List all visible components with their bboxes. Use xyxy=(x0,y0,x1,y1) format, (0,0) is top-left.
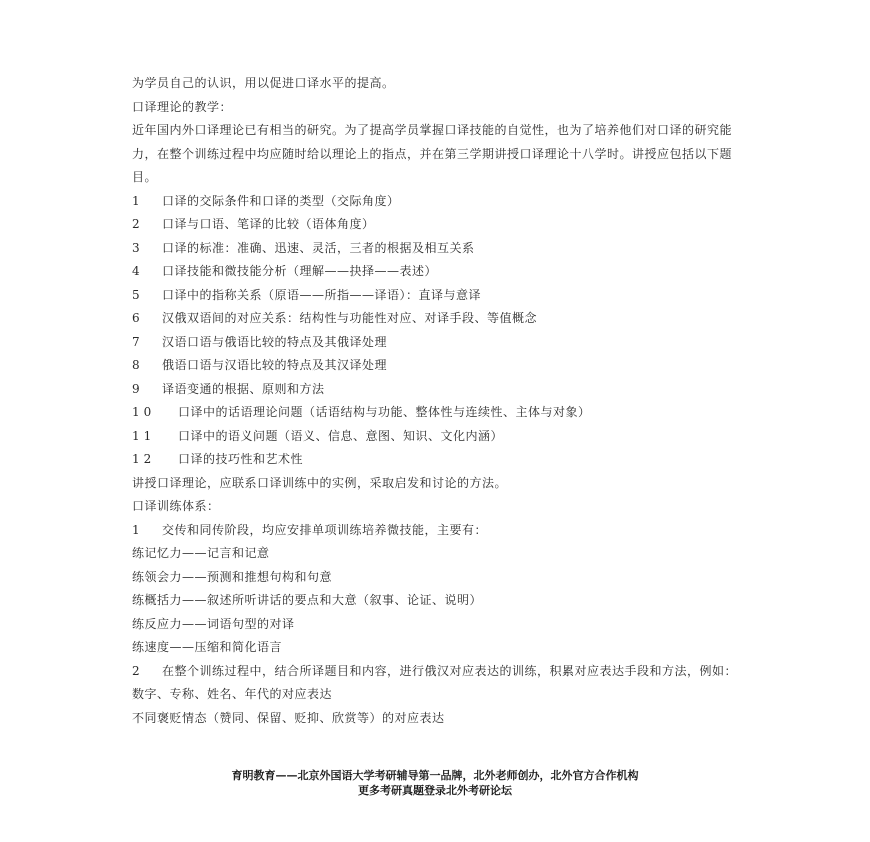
topic-item xyxy=(132,331,752,355)
topic-item xyxy=(132,307,752,331)
topic-number: 7 xyxy=(132,334,141,349)
topic-number: 3 xyxy=(132,240,141,255)
topic-text: 口译中的话语理论问题（话语结构与功能、整体性与连续性、主体与对象） xyxy=(178,405,591,419)
theory-paragraph: 近年国内外口译理论已有相当的研究。为了提高学员掌握口译技能的自觉性，也为了培养他们对口译的研究能力，在整个训练过程中均应随时给以理论上的指点，并在第三学期讲授口译理论十八学时。讲授应包括以下题目。 xyxy=(132,123,733,184)
skill-item: 练速度——压缩和简化语言 xyxy=(132,640,283,654)
topic-item xyxy=(132,237,752,261)
theory-method-text: 讲授口译理论，应联系口译训练中的实例，采取启发和讨论的方法。 xyxy=(132,475,508,490)
example-item: 数字、专称、姓名、年代的对应表达 xyxy=(132,687,333,701)
topic-item xyxy=(132,260,752,284)
example-item: 不同褒贬情态（赞同、保留、贬抑、欣赏等）的对应表达 xyxy=(132,710,445,725)
skill-item: 练领会力——预测和推想句构和句意 xyxy=(132,569,333,584)
theory-section-heading: 口译理论的教学： xyxy=(132,99,233,114)
topic-number: 2 xyxy=(132,217,141,231)
training-item-1 xyxy=(132,519,752,543)
topics-list xyxy=(132,190,752,472)
topic-number: 8 xyxy=(132,358,141,372)
training-item-2 xyxy=(132,660,752,684)
topic-item xyxy=(132,401,752,425)
topic-item xyxy=(132,378,752,402)
topic-number: 5 xyxy=(132,287,141,302)
topic-item xyxy=(132,354,752,378)
topic-text: 口译中的语义问题（语义、信息、意图、知识、文化内涵） xyxy=(178,428,504,443)
topic-item xyxy=(132,284,752,308)
topic-item xyxy=(132,190,752,214)
topic-text: 口译的交际条件和口译的类型（交际角度） xyxy=(162,193,400,208)
footer-line-2: 更多考研真题登录北外考研论坛 xyxy=(358,784,512,797)
topic-number: 4 xyxy=(132,264,141,278)
topic-text: 口译中的指称关系（原语——所指——译语）：直译与意译 xyxy=(162,287,482,302)
topic-text: 口译与口语、笔译的比较（语体角度） xyxy=(162,217,375,231)
training-section-heading: 口译训练体系： xyxy=(132,499,220,513)
training-item-2-block xyxy=(132,660,737,684)
topic-number: 9 xyxy=(132,381,141,396)
topic-item xyxy=(132,425,752,449)
training-item-2-number: 2 xyxy=(132,663,141,678)
intro-tail-text: 为学员自己的认识，用以促进口译水平的提高。 xyxy=(132,76,395,90)
training-item-2-text: 在整个训练过程中，结合所译题目和内容，进行俄汉对应表达的训练，积累对应表达手段和方法，例如： xyxy=(162,663,738,678)
topic-text: 口译的标准：准确、迅速、灵活，三者的根据及相互关系 xyxy=(162,240,475,255)
topic-number: 12 xyxy=(132,452,156,466)
footer-line-1: 育明教育——北京外国语大学考研辅导第一品牌，北外老师创办，北外官方合作机构 xyxy=(231,769,639,782)
topic-text: 译语变通的根据、原则和方法 xyxy=(162,381,325,396)
document-body xyxy=(132,72,752,730)
examples-list xyxy=(132,683,752,730)
topic-text: 汉俄双语间的对应关系：结构性与功能性对应、对译手段、等值概念 xyxy=(162,311,538,325)
skill-item: 练反应力——词语句型的对译 xyxy=(132,616,295,631)
skill-item: 练概括力——叙述所听讲话的要点和大意（叙事、论证、说明） xyxy=(132,593,483,607)
topic-number: 10 xyxy=(132,405,156,419)
topic-number: 6 xyxy=(132,311,141,325)
training-item-1-number: 1 xyxy=(132,522,141,537)
topic-number: 1 xyxy=(132,193,141,208)
topic-text: 口译技能和微技能分析（理解——抉择——表述） xyxy=(162,264,438,278)
skill-item: 练记忆力——记言和记意 xyxy=(132,546,270,560)
topic-item xyxy=(132,213,752,237)
topic-text: 口译的技巧性和艺术性 xyxy=(178,452,304,466)
skills-list xyxy=(132,542,752,660)
topic-text: 俄语口语与汉语比较的特点及其汉译处理 xyxy=(162,358,388,372)
topic-text: 汉语口语与俄语比较的特点及其俄译处理 xyxy=(162,334,388,349)
training-item-1-text: 交传和同传阶段，均应安排单项训练培养微技能，主要有： xyxy=(162,522,488,537)
footer xyxy=(0,768,870,798)
topic-number: 11 xyxy=(132,428,156,443)
topic-item xyxy=(132,448,752,472)
